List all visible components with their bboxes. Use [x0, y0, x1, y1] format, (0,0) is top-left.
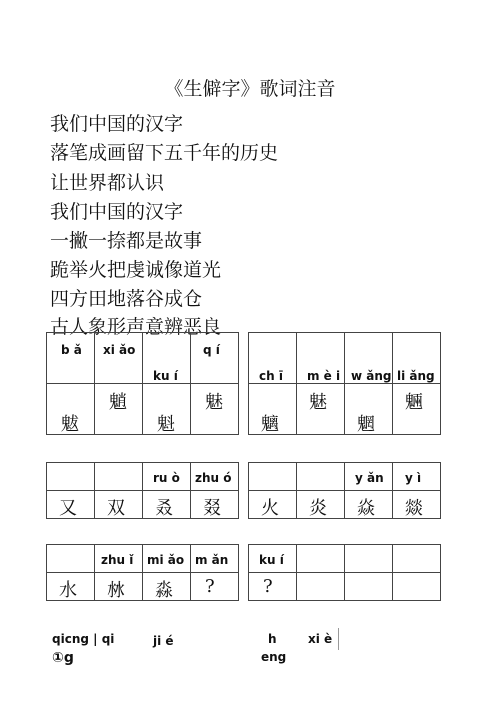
pinyin-cell: li ǎng	[397, 369, 435, 383]
hanzi-cell: 叒	[155, 498, 173, 519]
lyric-line-5: 一撇一捺都是故事	[50, 230, 203, 252]
lyric-line-2: 落笔成画留下五千年的历史	[50, 142, 279, 164]
hanzi-cell: 魃	[61, 414, 79, 435]
lyric-line-7: 四方田地落谷成仓	[50, 288, 203, 310]
hanzi-cell: ?	[205, 576, 215, 597]
pinyin-cell: y ì	[405, 471, 422, 485]
lyric-line-3: 让世界都认识	[50, 172, 165, 194]
hanzi-cell: 魈	[109, 392, 127, 413]
hanzi-cell: 沝	[107, 580, 125, 601]
hanzi-cell: 淼	[155, 580, 173, 601]
pinyin-cell: m ǎn	[195, 553, 229, 567]
hanzi-cell: ?	[263, 576, 273, 597]
pinyin-cell: ku í	[153, 369, 178, 383]
hanzi-cell: 又	[59, 498, 77, 519]
hanzi-cell: 魅	[309, 392, 327, 413]
pinyin-grid-6	[248, 544, 441, 601]
bottom-pinyin-e: eng	[261, 650, 287, 664]
pinyin-cell: ku í	[259, 553, 284, 567]
hanzi-cell: 魅	[205, 392, 223, 413]
lyric-line-6: 跪举火把虔诚像道光	[50, 259, 222, 281]
pinyin-cell: y ǎn	[355, 471, 384, 485]
lyric-line-4: 我们中国的汉字	[50, 201, 184, 223]
pinyin-grid-4	[248, 462, 441, 519]
page-title: 《生僻字》歌词注音	[164, 78, 336, 100]
hanzi-cell: 焱	[357, 498, 375, 519]
hanzi-cell: 魍	[357, 414, 375, 435]
pinyin-cell: ch ī	[259, 369, 283, 383]
pinyin-cell: w ǎng	[351, 369, 392, 383]
hanzi-cell: 魑	[261, 414, 279, 435]
pinyin-cell: ru ò	[153, 471, 180, 485]
hanzi-cell: 叕	[203, 498, 221, 519]
pinyin-cell: xi ǎo	[103, 343, 136, 357]
hanzi-cell: 燚	[405, 498, 423, 519]
hanzi-cell: 魎	[405, 392, 423, 413]
hanzi-cell: 火	[261, 498, 279, 519]
hanzi-cell: 水	[59, 580, 77, 601]
bottom-pinyin-c: ji é	[153, 634, 174, 648]
hanzi-cell: 炎	[309, 498, 327, 519]
pinyin-grid-2	[248, 332, 441, 435]
bottom-pinyin-a: qicng | qi	[52, 632, 115, 646]
pinyin-grid-5	[46, 544, 239, 601]
pinyin-cell: q í	[203, 343, 220, 357]
bottom-pinyin-d: h	[268, 632, 277, 646]
pinyin-cell: mi ǎo	[147, 553, 185, 567]
pinyin-cell: m è i	[307, 369, 341, 383]
bottom-pinyin-b: ①g	[52, 650, 74, 666]
lyric-line-8: 古人象形声意辨恶良	[50, 316, 222, 338]
pinyin-cell: b ǎ	[61, 343, 82, 357]
hanzi-cell: 魁	[157, 414, 175, 435]
hanzi-cell: 双	[107, 498, 125, 519]
pinyin-cell: zhu ó	[195, 471, 232, 485]
pinyin-grid-3	[46, 462, 239, 519]
lyric-line-1: 我们中国的汉字	[50, 113, 184, 135]
bottom-pinyin-f: xi è	[308, 632, 333, 646]
divider-line	[338, 628, 339, 650]
pinyin-cell: zhu ǐ	[101, 553, 134, 567]
pinyin-grid-1	[46, 332, 239, 435]
